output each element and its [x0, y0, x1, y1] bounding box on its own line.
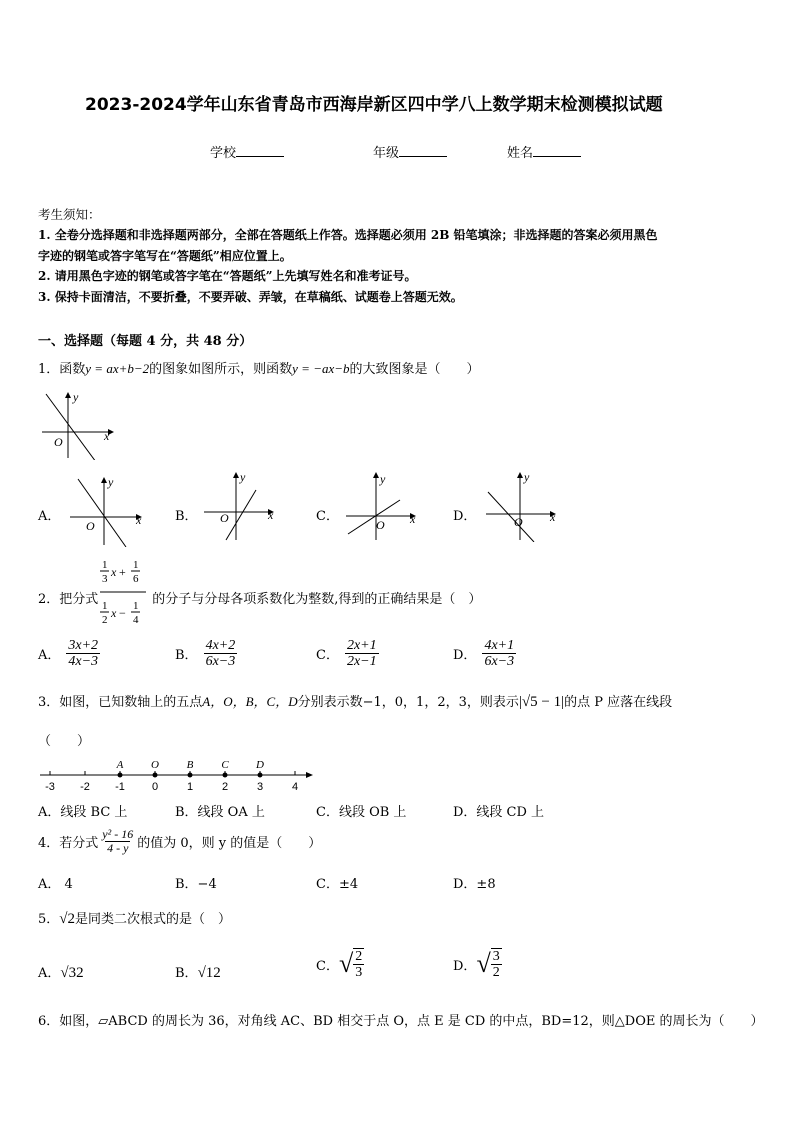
- number-line-point: [153, 773, 158, 778]
- q3-option-a[interactable]: A．线段 BC 上: [38, 805, 128, 820]
- notice-line3: 3. 保持卡面清洁，不要折叠，不要弄破、弄皱，在草稿纸、试题卷上答题无效。: [38, 290, 463, 304]
- svg-text:2: 2: [102, 614, 108, 626]
- q1-d-x: x: [550, 510, 556, 524]
- q1-graph-c: [342, 470, 422, 542]
- q1-c-x: x: [410, 512, 416, 526]
- q1-c-y: y: [380, 472, 386, 486]
- number-line-point: [188, 773, 193, 778]
- svg-text:−: −: [119, 606, 127, 620]
- q1-graph-a: [68, 475, 148, 547]
- number-line-point: [118, 773, 123, 778]
- number-line-tick-label: -2: [80, 781, 90, 793]
- q1-main-axis-x: x: [104, 429, 110, 443]
- q1-graph-d: [482, 470, 562, 542]
- number-line-point-label: A: [116, 759, 124, 771]
- svg-text:+: +: [119, 565, 127, 579]
- q1-d-o: O: [514, 515, 523, 529]
- number-line-point-label: O: [151, 759, 159, 771]
- q2-stem: 2．把分式 1 3 x + 1 6 1 2 x − 1 4 的分子与分母各项系数化为整数,得到的正确结果是（ ）: [38, 557, 481, 637]
- q5-option-b[interactable]: B．√12: [175, 965, 221, 981]
- q3-stem: 3．如图，已知数轴上的五点A，O，B，C，D分别表示数−1，0，1，2，3，则表示|√5 − 1|的点 P 应落在线段: [38, 694, 673, 710]
- q3-option-d[interactable]: D．线段 CD 上: [453, 805, 545, 820]
- q5-option-d[interactable]: D． √ $\frac{3}{2}$: [453, 949, 500, 981]
- number-line-point: [223, 773, 228, 778]
- q4-option-b[interactable]: B．−4: [175, 877, 217, 892]
- q1-main-graph: [38, 390, 118, 460]
- q1-graph-b: [200, 470, 280, 542]
- svg-text:1: 1: [102, 559, 108, 571]
- info-grade: 年级: [373, 142, 447, 161]
- q1-b-x: x: [268, 508, 274, 522]
- info-school: 学校: [210, 142, 284, 161]
- q3-paren: （ ）: [38, 734, 91, 749]
- q5-option-a[interactable]: A．√32: [38, 965, 84, 981]
- q1-option-a[interactable]: A．: [38, 509, 61, 524]
- svg-text:6: 6: [133, 573, 139, 585]
- school-blank[interactable]: [236, 144, 284, 157]
- number-line-point-label: D: [256, 759, 264, 771]
- name-blank[interactable]: [533, 144, 581, 157]
- q2-compound-fraction: [100, 557, 150, 637]
- notice-heading: 考生须知：: [38, 207, 101, 222]
- q3-number-line: [38, 758, 318, 794]
- q1-b-y: y: [240, 470, 246, 484]
- number-line-point: [258, 773, 263, 778]
- q2-option-b[interactable]: B． $\frac{4x+2}{6x-3}$: [175, 638, 236, 670]
- q1-main-axis-y: y: [73, 390, 79, 404]
- svg-text:1: 1: [133, 559, 139, 571]
- q4-stem: 4．若分式 $\frac{\text{y² - 16}}{4 - y}$ 的值为 0，则 y 的值是（ ）: [38, 827, 322, 856]
- q2-option-d[interactable]: D． $\frac{4x+1}{6x-3}$: [453, 638, 515, 670]
- number-line-tick-label: -1: [115, 781, 125, 793]
- q1-a-y: y: [108, 475, 114, 489]
- q3-option-c[interactable]: C．线段 OB 上: [316, 805, 407, 820]
- svg-text:3: 3: [102, 573, 108, 585]
- number-line-tick-label: 3: [256, 781, 264, 793]
- q1-b-o: O: [220, 511, 229, 525]
- q6-stem: 6．如图，▱ABCD 的周长为 36，对角线 AC、BD 相交于点 O，点 E 是 CD 的中点，BD=12，则△DOE 的周长为（ ）: [38, 1014, 764, 1029]
- svg-text:x: x: [111, 565, 117, 579]
- number-line-tick-label: 0: [151, 781, 159, 793]
- q4-option-d[interactable]: D．±8: [453, 877, 496, 892]
- number-line-tick-label: 2: [221, 781, 229, 793]
- number-line-tick-label: 4: [291, 781, 299, 793]
- q1-c-o: O: [376, 518, 385, 532]
- q1-option-d[interactable]: D．: [453, 509, 477, 524]
- number-line-point-label: C: [221, 759, 229, 771]
- page-title: 2023-2024学年山东省青岛市西海岸新区四中学八上数学期末检测模拟试题: [85, 95, 663, 115]
- svg-text:4: 4: [133, 614, 139, 626]
- info-name: 姓名: [507, 142, 581, 161]
- q5-stem: 5．√2是同类二次根式的是（ ）: [38, 911, 232, 927]
- notice-line1b: 字迹的钢笔或答字笔写在“答题纸”相应位置上。: [38, 249, 292, 263]
- q2-option-c[interactable]: C． $\frac{2x+1}{2x-1}$: [316, 638, 377, 670]
- q1-stem: 1．函数y = ax+b−2的图象如图所示，则函数y = −ax−b的大致图象是（ ）: [38, 361, 480, 377]
- q1-option-b[interactable]: B．: [175, 509, 198, 524]
- q4-option-c[interactable]: C．±4: [316, 877, 359, 892]
- section-heading: 一、选择题（每题 4 分，共 48 分）: [38, 334, 253, 349]
- notice-line2: 2. 请用黑色字迹的钢笔或答字笔在“答题纸”上先填写姓名和准考证号。: [38, 269, 417, 283]
- q1-option-c[interactable]: C．: [316, 509, 339, 524]
- q1-d-y: y: [524, 470, 530, 484]
- q4-option-a[interactable]: A． 4: [38, 877, 73, 892]
- number-line-tick-label: 1: [186, 781, 194, 793]
- grade-blank[interactable]: [399, 144, 447, 157]
- svg-text:1: 1: [133, 600, 139, 612]
- q2-option-a[interactable]: A． $\frac{3x+2}{4x-3}$: [38, 638, 99, 670]
- q5-option-c[interactable]: C． √ $\frac{2}{3}$: [316, 949, 363, 981]
- q1-main-origin: O: [54, 435, 63, 449]
- q3-option-b[interactable]: B．线段 OA 上: [175, 805, 265, 820]
- number-line-tick-label: -3: [45, 781, 55, 793]
- svg-text:1: 1: [102, 600, 108, 612]
- number-line-point-label: B: [186, 759, 194, 771]
- q1-a-o: O: [86, 519, 95, 533]
- notice-line1a: 1. 全卷分选择题和非选择题两部分，全部在答题纸上作答。选择题必须用 2B 铅笔填涂；非选择题的答案必须用黑色: [38, 228, 658, 242]
- q1-a-x: x: [136, 513, 142, 527]
- svg-text:x: x: [111, 606, 117, 620]
